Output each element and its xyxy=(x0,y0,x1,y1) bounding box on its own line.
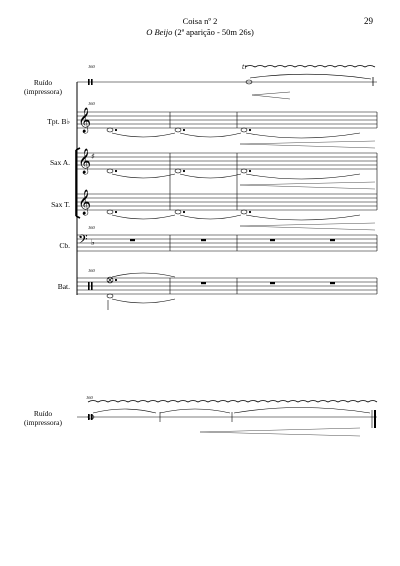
treble-clef-tenor: 𝄞 xyxy=(78,190,92,215)
tempo-mark-ruido: 160 xyxy=(88,64,95,69)
trumpet-hairpin xyxy=(240,141,375,148)
bass-rest-3 xyxy=(270,239,275,241)
key-signature-flat: ♭ xyxy=(91,238,95,247)
subtitle-italic: O Beijo xyxy=(146,27,173,37)
ruido-hairpin-system2 xyxy=(200,428,360,436)
ruido-tie xyxy=(250,74,371,79)
drums-low-note xyxy=(107,294,113,298)
alto-sax-label: Sax A. xyxy=(49,158,70,167)
key-signature-sharp: ♯ xyxy=(91,152,95,161)
alto-note-1 xyxy=(107,169,113,173)
drums-staff xyxy=(77,278,377,294)
tempo-mark-bass: 160 xyxy=(88,225,95,230)
bass-clef: 𝄢 xyxy=(78,232,88,250)
bass-rest-2 xyxy=(201,239,206,241)
trumpet-note-3 xyxy=(241,128,247,132)
trumpet-label: Tpt. B♭ xyxy=(47,117,70,126)
alto-ties xyxy=(112,174,360,179)
treble-clef-trumpet: 𝄞 xyxy=(78,108,92,133)
drums-tie xyxy=(112,273,175,277)
piece-title: Coisa nº 2 xyxy=(182,16,218,26)
subtitle-rest: (2ª aparição - 50m 26s) xyxy=(172,27,254,37)
ruido-label-system2-line1: Ruído xyxy=(33,409,53,418)
tenor-sax-staff xyxy=(77,194,377,210)
tenor-ties xyxy=(112,215,360,220)
ruido-trill-line-system2 xyxy=(88,401,377,403)
tenor-note-1 xyxy=(107,210,113,214)
drums-label: Bat. xyxy=(57,282,70,291)
trumpet-staff xyxy=(77,112,377,128)
alto-hairpin xyxy=(240,182,375,189)
bass-label: Cb. xyxy=(59,241,70,250)
tempo-mark-system2: 160 xyxy=(86,395,93,400)
ruido-trill-line xyxy=(245,66,375,68)
bass-rest-1 xyxy=(130,239,135,241)
ruido-label-system2-line2: (impressora) xyxy=(24,418,62,427)
tenor-hairpin xyxy=(240,223,375,230)
ruido-label-line2: (impressora) xyxy=(24,87,62,96)
ruido-hairpin xyxy=(252,92,290,99)
bass-rest-4 xyxy=(330,239,335,241)
perc-clef-ruido xyxy=(88,79,90,85)
trumpet-note-1 xyxy=(107,128,113,132)
bass-staff xyxy=(77,235,377,251)
page-number: 29 xyxy=(364,16,373,26)
tempo-mark-trumpet: 160 xyxy=(88,101,95,106)
trumpet-ties xyxy=(112,133,360,138)
treble-clef-alto: 𝄞 xyxy=(78,149,92,174)
svg-text:tr: tr xyxy=(242,64,248,71)
ruido-label-line1: Ruído xyxy=(33,78,53,87)
perc-clef-drums xyxy=(88,282,90,290)
ruido-ties-system2 xyxy=(93,408,370,414)
tenor-sax-label: Sax T. xyxy=(51,200,70,209)
alto-sax-staff xyxy=(77,153,377,210)
tempo-mark-drums: 160 xyxy=(88,268,95,273)
trumpet-note-2 xyxy=(175,128,181,132)
